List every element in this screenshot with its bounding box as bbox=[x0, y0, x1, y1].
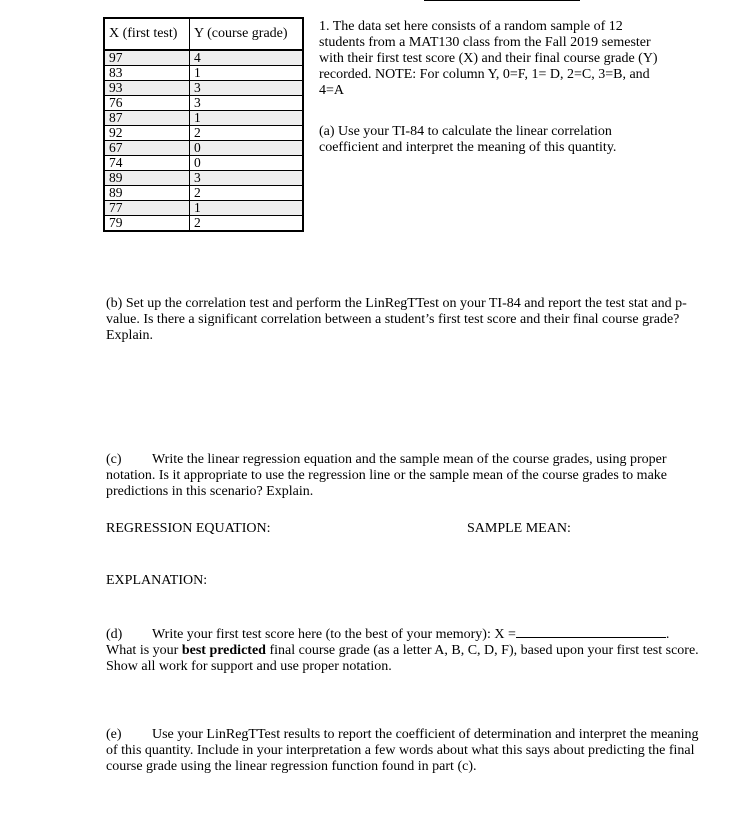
table-row bbox=[104, 216, 303, 232]
table-row bbox=[104, 81, 303, 96]
regression-equation-label: REGRESSION EQUATION: bbox=[106, 521, 271, 536]
table-row bbox=[104, 66, 303, 81]
question-c bbox=[106, 452, 706, 500]
cell-x: 79 bbox=[104, 216, 190, 232]
table-row bbox=[104, 126, 303, 141]
data-table bbox=[103, 17, 304, 232]
question-d-bold: best predicted bbox=[181, 643, 266, 658]
cell-x: 87 bbox=[104, 111, 190, 126]
cell-x: 93 bbox=[104, 81, 190, 96]
question-e bbox=[106, 727, 706, 775]
table-row bbox=[104, 201, 303, 216]
cell-x: 92 bbox=[104, 126, 190, 141]
cell-x: 76 bbox=[104, 96, 190, 111]
question-c-text: Write the linear regression equation and the sample mean of the course grades, using proper notation. Is it appropriate to use the regression line or the sample mean of the course grades to make predictions in this scenario? Explain. bbox=[106, 452, 667, 499]
sample-mean-label: SAMPLE MEAN: bbox=[467, 521, 571, 536]
question-d-line2-a: What is your bbox=[106, 643, 182, 658]
header-y: Y (course grade) bbox=[190, 18, 304, 50]
cell-y: 1 bbox=[190, 201, 304, 216]
question-b: (b) Set up the correlation test and perform the LinRegTTest on your TI-84 and report the test stat and p-value. Is there a significant correlation between a student’s first test score and their final course grade? Explain. bbox=[106, 296, 687, 343]
question-c-tag: (c) bbox=[106, 452, 122, 467]
question-d-line1-end: . bbox=[665, 627, 670, 642]
table-row bbox=[104, 156, 303, 171]
cell-x: 77 bbox=[104, 201, 190, 216]
question-1-intro: 1. The data set here consists of a random sample of 12 students from a MAT130 class from the Fall 2019 semester with their first test score (X) and their final course grade (Y) recorded. NOTE: For column Y, 0=F, 1= D, 2=C, 3=B, and 4=A bbox=[319, 19, 658, 98]
question-a: (a) Use your TI-84 to calculate the linear correlation coefficient and interpret the meaning of this quantity. bbox=[319, 124, 617, 155]
question-e-text: Use your LinRegTTest results to report the coefficient of determination and interpret the meaning of this quantity. Include in your interpretation a few words about what this says about predicting the final course grade using the linear regression function found in part (c). bbox=[106, 727, 699, 774]
cell-y: 2 bbox=[190, 186, 304, 201]
cell-y: 1 bbox=[190, 111, 304, 126]
table-header-row bbox=[104, 18, 303, 50]
question-d bbox=[106, 625, 706, 675]
cell-x: 83 bbox=[104, 66, 190, 81]
cell-y: 1 bbox=[190, 66, 304, 81]
cell-y: 3 bbox=[190, 81, 304, 96]
cell-x: 67 bbox=[104, 141, 190, 156]
cell-y: 0 bbox=[190, 156, 304, 171]
header-x: X (first test) bbox=[104, 18, 190, 50]
cell-x: 97 bbox=[104, 50, 190, 66]
cell-x: 74 bbox=[104, 156, 190, 171]
cell-y: 2 bbox=[190, 216, 304, 232]
top-rule bbox=[424, 0, 580, 1]
question-d-line1: Write your first test score here (to the best of your memory): X = bbox=[152, 627, 516, 642]
question-d-line2-b: final course grade (as a letter A, B, C, D, F), based upon your first test score. Show all work for support and use proper notation. bbox=[106, 643, 699, 674]
table-row bbox=[104, 111, 303, 126]
table-row bbox=[104, 50, 303, 66]
cell-y: 4 bbox=[190, 50, 304, 66]
cell-y: 0 bbox=[190, 141, 304, 156]
question-e-tag: (e) bbox=[106, 727, 122, 742]
table-row bbox=[104, 186, 303, 201]
explanation-label: EXPLANATION: bbox=[106, 573, 208, 588]
table-row bbox=[104, 141, 303, 156]
cell-x: 89 bbox=[104, 171, 190, 186]
cell-y: 3 bbox=[190, 171, 304, 186]
table-body bbox=[104, 50, 303, 231]
cell-y: 2 bbox=[190, 126, 304, 141]
question-d-tag: (d) bbox=[106, 627, 123, 642]
table-row bbox=[104, 171, 303, 186]
test-score-blank[interactable] bbox=[516, 625, 666, 638]
table-row bbox=[104, 96, 303, 111]
cell-y: 3 bbox=[190, 96, 304, 111]
cell-x: 89 bbox=[104, 186, 190, 201]
